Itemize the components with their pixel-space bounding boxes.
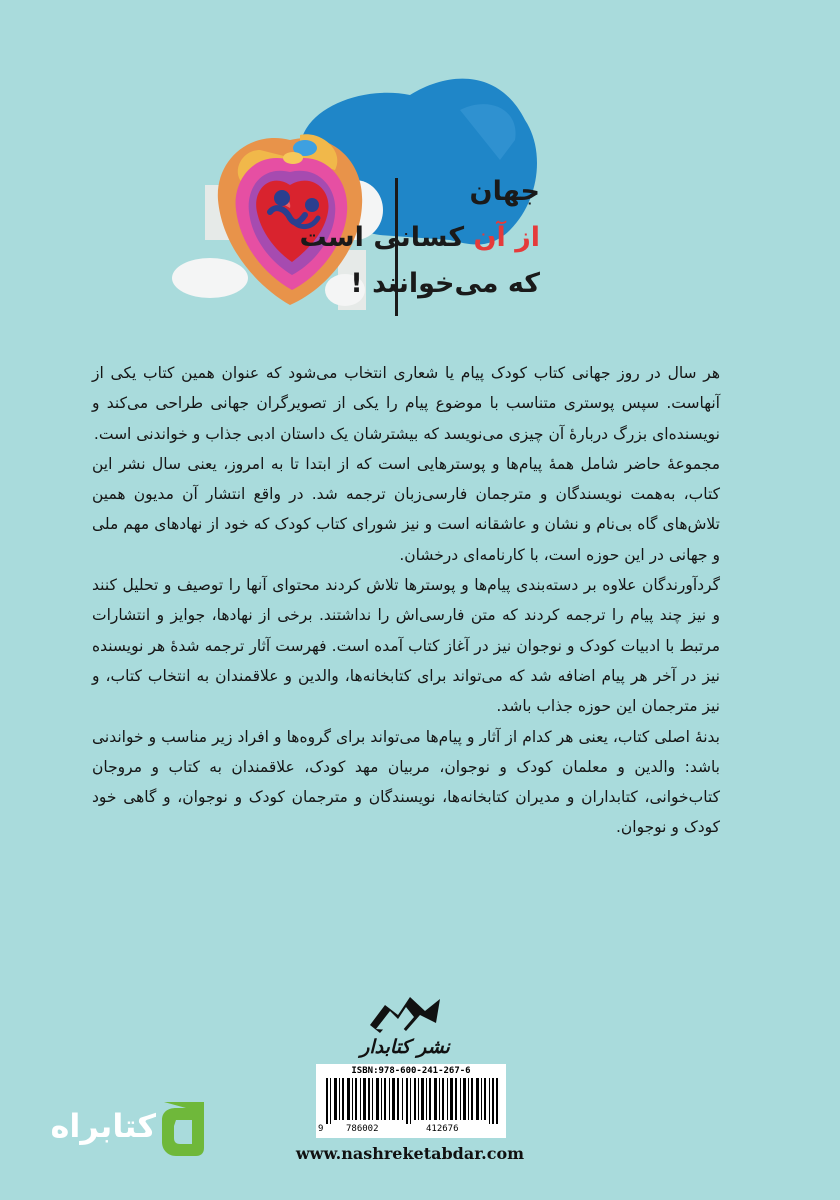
publisher-name: نشر کتابدار xyxy=(360,1036,450,1058)
blurb-paragraph-4: بدنهٔ اصلی کتاب، یعنی هر کدام از آثار و پیام‌ها می‌تواند برای گروه‌ها و افراد زیر مناسب و خواندنی باشد: والدین و معلمان کودک و نوجوان، مربیان مهد کودک، علاقمندان به کتاب و مروجان کتاب‌خوانی، کتابداران و مدیران کتابخانه‌ها، نویسندگان و مترجمان کودک و نوجوان، و گاهی خود کودک و نوجوان. xyxy=(92,727,720,837)
blurb-paragraph-3: گردآورندگان علاوه بر دسته‌بندی پیام‌ها و پوسترها تلاش کردند محتوای آنها را توصیف و تحلیل کنند و نیز چند پیام را ترجمه کردند که متن فارسی‌اش را نداشتند. برخی از نهادها، جوایز و انتشارات مرتبط با ادبیات کودک و نوجوان نیز در آغاز کتاب آمده است. فهرست آثار ترجمه شدهٔ هر نویسنده نیز در آخر هر پیام اضافه شد که می‌تواند برای کتابخانه‌ها، والدین و علاقمندان به انتخاب کتاب، و نیز مترجمان این حوزه جذاب باشد. xyxy=(92,576,720,716)
ketabrah-logo-icon xyxy=(156,1098,212,1160)
title-line-1: جهان xyxy=(469,176,540,207)
title-accent: از آن xyxy=(473,222,540,253)
blurb-paragraph-1: هر سال در روز جهانی کتاب کودک پیام یا شعاری انتخاب می‌شود که عنوان همین کتاب یکی از آنهاست. سپس پوستری متناسب با موضوع پیام را یکی از تصویرگران جهانی طراحی می‌کند و نویسنده‌ای بزرگ دربارهٔ آن چیزی می‌نویسد که بیشترشان یک داستان ادبی جذاب و خواندنی است. xyxy=(92,364,720,443)
barcode-digit-lead: 9 xyxy=(318,1124,324,1134)
isbn-number: ISBN:978-600-241-267-6 xyxy=(351,1066,471,1076)
ketabrah-name: کتابراه xyxy=(50,1107,156,1145)
blurb xyxy=(92,358,720,843)
blurb-paragraph-2: مجموعهٔ حاضر شامل همهٔ پیام‌ها و پوسترهایی است که از ابتدا تا به امروز، یعنی سال نشر این کتاب، به‌همت نویسندگان و مترجمان فارسی‌زبان ترجمه شد. در واقع انتشار آن مدیون همین تلاش‌های گاه بی‌نام و نشان و عاشقانه است و نیز شورای کتاب کودک که خود از نهادهای مهم ملی و جهانی در این حوزه است، با کارنامه‌ای درخشان. xyxy=(92,454,720,564)
title-line-2 xyxy=(300,222,540,253)
title-line-2-rest: کسانی است xyxy=(299,222,474,253)
publisher-website: www.nashreketabdar.com xyxy=(295,1144,525,1163)
isbn-barcode xyxy=(316,1064,506,1138)
barcode-bars xyxy=(326,1078,498,1124)
barcode-digits-right: 412676 xyxy=(426,1124,459,1134)
title-line-3: که می‌خوانند ! xyxy=(350,268,540,299)
barcode-digits-left: 786002 xyxy=(346,1124,379,1134)
